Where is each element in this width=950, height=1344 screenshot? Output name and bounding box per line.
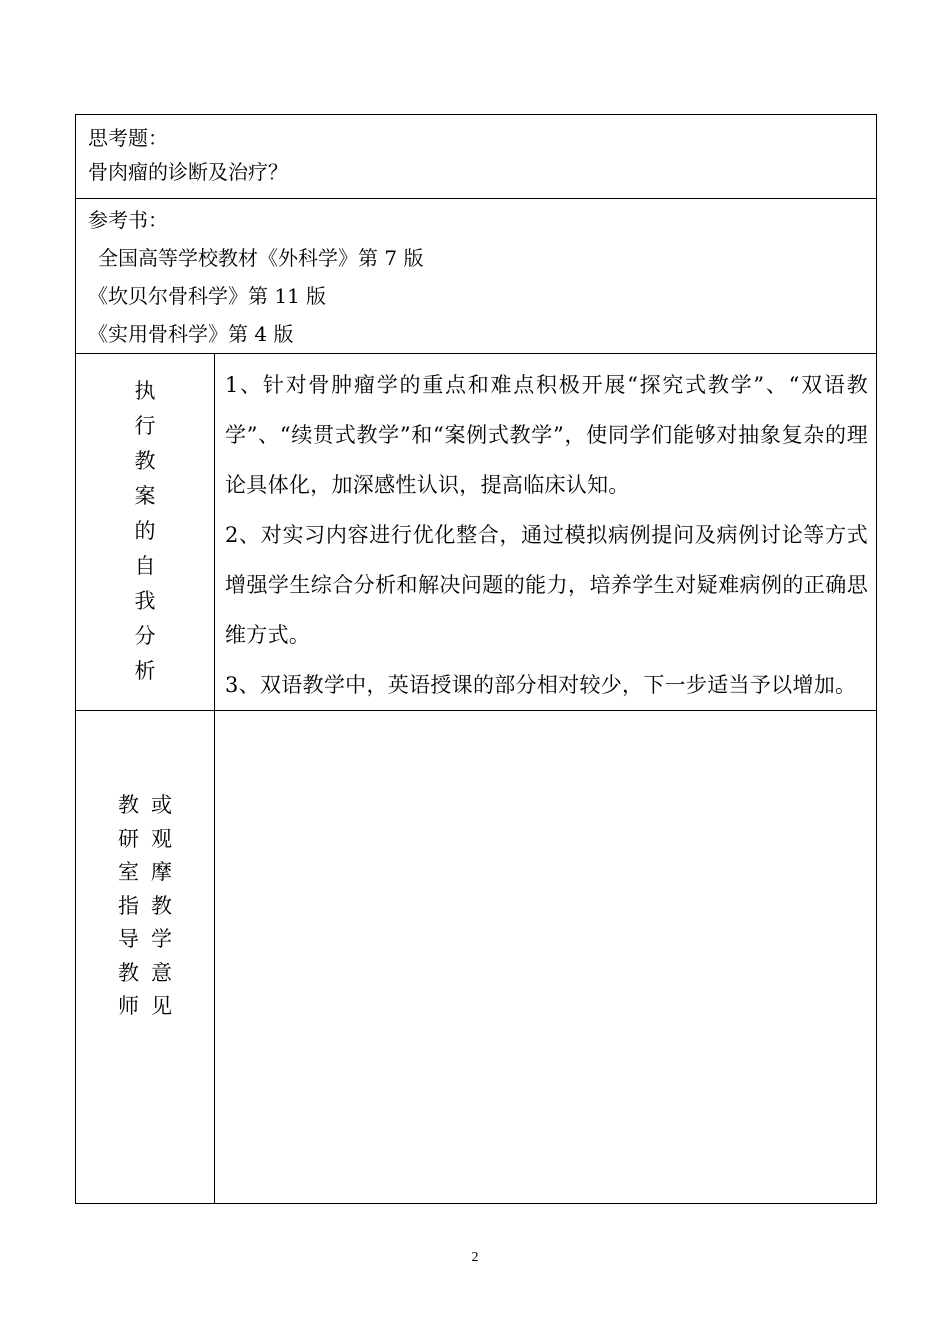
- self-analysis-paragraph: 2、对实习内容进行优化整合，通过模拟病例提问及病例讨论等方式增强学生综合分析和解决问题的能力，培养学生对疑难病例的正确思维方式。: [225, 523, 868, 647]
- self-analysis-paragraph: 3、双语教学中，英语授课的部分相对较少，下一步适当予以增加。: [225, 673, 857, 697]
- self-analysis-row: [76, 354, 877, 711]
- label-char: 指: [118, 893, 139, 918]
- reference-books-cell: [76, 199, 877, 354]
- opinion-label-left-column: [118, 789, 139, 1024]
- self-analysis-label: [76, 354, 214, 689]
- label-char: 分: [134, 624, 156, 648]
- label-char: 析: [134, 659, 156, 683]
- opinion-row: [76, 711, 877, 1204]
- self-analysis-content-cell: [215, 354, 877, 711]
- think-question-text: 骨肉瘤的诊断及治疗？: [88, 160, 288, 184]
- label-char: 导: [118, 927, 139, 951]
- label-char: 见: [151, 994, 172, 1018]
- think-question-row: [76, 115, 877, 199]
- label-char: 意: [151, 960, 172, 985]
- label-char: 的: [134, 519, 156, 543]
- reference-book-item: 全国高等学校教材《外科学》第 7 版: [98, 246, 424, 270]
- label-char: 研: [118, 826, 139, 851]
- think-question-label: 思考题：: [88, 126, 168, 150]
- label-char: 教: [134, 449, 156, 473]
- label-char: 室: [118, 860, 139, 884]
- label-char: 教: [151, 893, 172, 918]
- label-char: 或: [151, 793, 172, 817]
- label-char: 我: [134, 589, 156, 613]
- self-analysis-label-cell: [76, 354, 215, 711]
- label-char: 自: [134, 554, 156, 578]
- lesson-plan-table: [75, 114, 877, 1204]
- label-char: 学: [151, 927, 172, 951]
- opinion-label-cell: [76, 711, 215, 1204]
- reference-book-item: 《坎贝尔骨科学》第 11 版: [88, 284, 327, 308]
- opinion-label-right-column: [151, 789, 172, 1024]
- self-analysis-paragraph: 1、针对骨肿瘤学的重点和难点积极开展“探究式教学”、“双语教学”、“续贯式教学”和“案例式教学”，使同学们能够对抽象复杂的理论具体化，加深感性认识，提高临床认知。: [225, 373, 868, 497]
- reference-books-label: 参考书：: [88, 208, 168, 232]
- think-question-cell: [76, 115, 877, 199]
- label-char: 案: [134, 484, 156, 508]
- label-char: 行: [134, 414, 156, 438]
- reference-book-item: 《实用骨科学》第 4 版: [88, 322, 294, 346]
- opinion-label: [76, 711, 214, 1024]
- label-char: 观: [151, 826, 172, 851]
- opinion-content-cell: [215, 711, 877, 1204]
- reference-books-row: [76, 199, 877, 354]
- label-char: 执: [134, 379, 156, 403]
- label-char: 师: [118, 994, 139, 1018]
- label-char: 教: [118, 960, 139, 985]
- label-char: 摩: [151, 860, 172, 884]
- page-number: 2: [471, 1250, 479, 1265]
- label-char: 教: [118, 793, 139, 817]
